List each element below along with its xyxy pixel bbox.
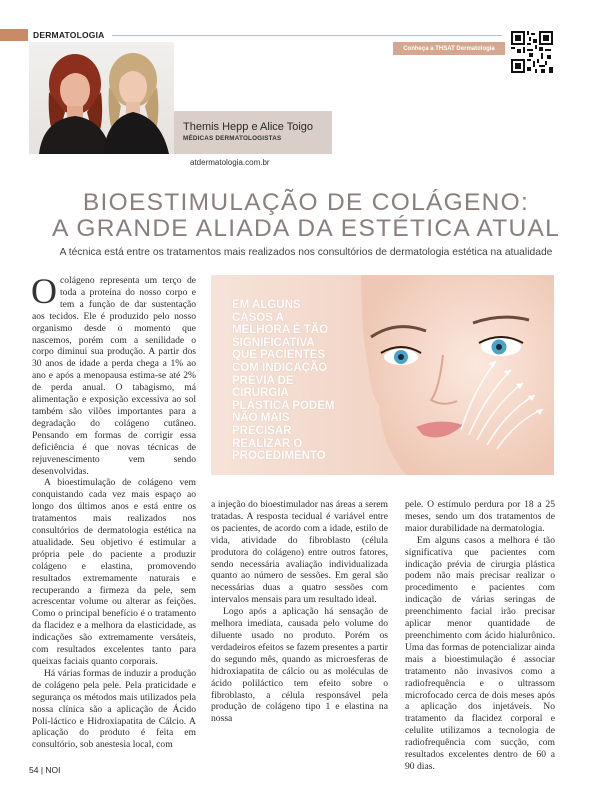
page-number: 54 | NOI: [29, 765, 61, 775]
title-line-1: BIOESTIMULAÇÃO DE COLÁGENO:: [82, 189, 530, 216]
authors-caption: [174, 111, 332, 154]
section-divider: [112, 35, 502, 36]
paragraph: Em alguns casos a melhora é tão significativa que pacientes com indicação prévia de cirurgia plástica podem não mais precisar realizar o procedimento e pacientes com indicação de várias seringas de preenchimento facial irão precisar aplicar menor quantidade de preenchimento com ácido hialurônico. Uma das formas de potencializar ainda mais a bioestimulação é associar tratamento não invasivos como a radiofrequência e o ultrassom microfocado cerca de dois meses após a aplicação dos injetáveis. No tratamento da flacidez corporal e celulite utilizamos a tecnologia de radiofrequência com sucção, com resultados excelentes dentro de 60 a 90 dias.: [405, 534, 555, 772]
article-column-2: [211, 499, 388, 725]
article-title: [0, 190, 612, 242]
pull-quote: EM ALGUNS CASOS A MELHORA É TÃO SIGNIFICATIVA QUE PACIENTES COM INDICAÇÃO PRÉVIA DE CIRURGIA PLÁSTICA PODEM NÃO MAIS PRECISAR REALIZAR O PROCEDIMENTO: [232, 299, 335, 463]
section-label: DERMATOLOGIA: [33, 29, 105, 40]
qr-code-icon[interactable]: [511, 31, 553, 73]
paragraph: Logo após a aplicação há sensação de melhora imediata, causada pelo volume do diluente usado no produto. Porém os verdadeiros efeitos se fazem presentes a partir do segundo mês, quando as microesferas de hidroxiapatita de cálcio ou as moléculas de ácido poliláctico tem efeito sobre o fibroblasto, a célula responsável pela produção de colágeno tipo 1 e elastina na nossa: [211, 606, 388, 725]
paragraph: [31, 271, 196, 477]
article-column-1: [31, 271, 196, 751]
paragraph: A bioestimulação de colágeno vem conquistando cada vez mais espaço ao longo dos últimos anos e está entre os tratamentos mais realizados nos consultórios de dermatologia estética na atualidade. Seu objetivo é estimular a própria pele do paciente a produzir colágeno e elastina, promovendo resultados extremamente naturais e recuperando a firmeza da pele, sem acrescentar volume ou alterar as feições. Como o principal benefício é o tratamento da flacidez e a melhora da elasticidade, as indicações são extremamente versáteis, com resultados excelentes tanto para queixas faciais quanto corporais.: [32, 477, 196, 667]
drop-cap: O: [31, 271, 57, 311]
paragraph: pele. O estímulo perdura por 18 a 25 meses, sendo um dos tratamentos de maior durabilidade na dermatologia.: [405, 499, 555, 534]
section-color-bar: [0, 29, 28, 41]
paragraph: a injeção do bioestimulador nas áreas a serem tratadas. A resposta tecidual é variável entre os pacientes, de acordo com a idade, estilo de vida, atividade do fibroblasto (célula produtora do colágeno) entre outros fatores, sendo necessária avaliação individualizada quanto ao número de sessões. Em geral são necessárias duas a quatro sessões com intervalos mensais para um resultado ideal.: [211, 499, 388, 606]
section-tag: [0, 28, 105, 41]
article-subtitle: A técnica está entre os tratamentos mais realizados nos consultórios de dermatologia estética na atualidade: [59, 247, 553, 258]
website-link[interactable]: atdermatologia.com.br: [190, 158, 270, 167]
authors-photo: [29, 42, 174, 154]
title-line-2: A GRANDE ALIADA DA ESTÉTICA ATUAL: [51, 215, 561, 242]
paragraph: Há várias formas de induzir a produção de colágeno pela pele. Pela praticidade e segurança os métodos mais utilizados pela nossa clínica são a aplicação de Ácido Poli-láctico e Hidroxiapatita de Cálcio. A aplicação do produto é feita em consultório, sob anestesia local, com: [32, 667, 196, 751]
authors-role: MÉDICAS DERMATOLOGISTAS: [183, 135, 282, 142]
authors-names: Themis Hepp e Alice Toigo: [183, 121, 314, 133]
article-column-3: [405, 499, 555, 773]
promo-banner[interactable]: Conheça a THSAT Dermatologia: [393, 42, 505, 55]
paragraph-text: colágeno representa um terço de toda a proteína do nosso corpo e tem a função de dar sustentação aos tecidos. Ele é produzido pelo nosso organismo desde o momento que nascemos, porém com a senilidade o corpo diminui sua produção. A partir dos 30 anos de idade a perda chega a 1% ao ano e após a menopausa estima-se até 2% de perda anual. O tabagismo, má alimentação e exposição excessiva ao sol também são vilões importantes para a degradação do colágeno cutâneo. Pensando em formas de corrigir essa deficiência é que novas técnicas de rejuvenescimento vem sendo desenvolvidas.: [32, 275, 196, 477]
